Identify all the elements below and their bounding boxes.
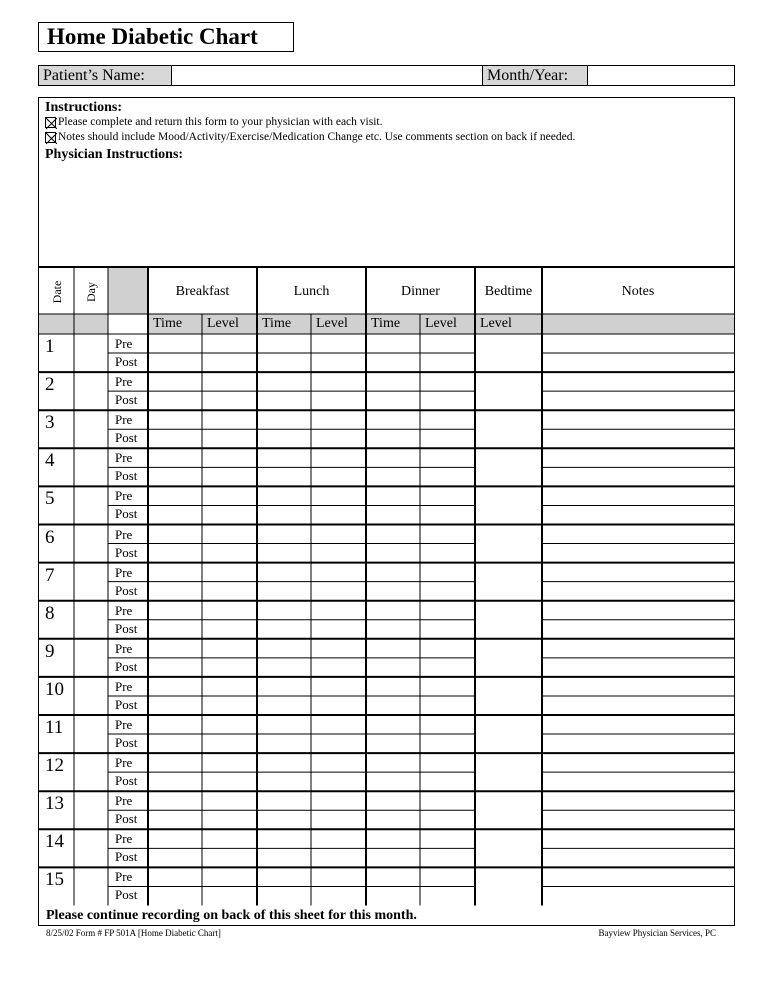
- pre-label: Pre: [115, 412, 133, 428]
- post-label: Post: [115, 735, 138, 751]
- subheader-shade-notes: [542, 314, 734, 334]
- pre-label: Pre: [115, 640, 133, 656]
- instruction-text-2: Notes should include Mood/Activity/Exercise/Medication Change etc. Use comments section on back if needed.: [58, 131, 576, 143]
- patient-name-label: Patient’s Name:: [39, 66, 172, 85]
- day-header: Day: [84, 282, 98, 302]
- subheader-level: Level: [316, 316, 348, 331]
- post-label: Post: [115, 811, 138, 827]
- glucose-log-table: [38, 266, 735, 926]
- pre-label: Pre: [115, 336, 133, 351]
- post-label: Post: [115, 773, 138, 789]
- meal-header-lunch: Lunch: [293, 284, 330, 299]
- meal-header-notes: Notes: [621, 284, 655, 299]
- day-number: 10: [45, 678, 64, 700]
- post-label: Post: [115, 392, 138, 408]
- day-number: 9: [45, 640, 55, 662]
- post-label: Post: [115, 887, 138, 903]
- instruction-text-1: Please complete and return this form to your physician with each visit.: [58, 116, 383, 128]
- patient-row: [38, 65, 735, 86]
- checked-box-icon: [45, 117, 56, 128]
- pre-label: Pre: [115, 793, 133, 809]
- subheader-time: Time: [371, 316, 401, 331]
- day-number: 6: [45, 526, 55, 548]
- month-year-label: Month/Year:: [483, 66, 588, 85]
- pre-label: Pre: [115, 678, 133, 694]
- pre-label: Pre: [115, 564, 133, 580]
- header-shade: [108, 268, 148, 314]
- day-number: 14: [45, 831, 64, 853]
- post-label: Post: [115, 658, 138, 674]
- table-grid-lines: [39, 268, 736, 928]
- meal-header-bedtime: Bedtime: [484, 284, 533, 299]
- subheader-level: Level: [480, 316, 512, 331]
- day-number: 3: [45, 412, 55, 434]
- physician-instructions-title: Physician Instructions:: [45, 147, 184, 162]
- instructions-box: [38, 97, 735, 267]
- post-label: Post: [115, 468, 138, 484]
- day-number: 13: [45, 793, 64, 815]
- pre-label: Pre: [115, 869, 133, 885]
- meal-header-breakfast: Breakfast: [175, 284, 230, 299]
- day-number: 7: [45, 564, 55, 586]
- pre-label: Pre: [115, 717, 133, 732]
- day-number: 12: [45, 755, 64, 777]
- meal-header-dinner: Dinner: [401, 284, 440, 299]
- day-number: 5: [45, 488, 55, 510]
- day-number: 4: [45, 450, 55, 472]
- day-number: 8: [45, 602, 55, 624]
- instruction-line-2: [45, 131, 575, 143]
- post-label: Post: [115, 849, 138, 865]
- post-label: Post: [115, 696, 138, 712]
- pre-label: Pre: [115, 374, 133, 390]
- instruction-line-1: [45, 116, 382, 128]
- pre-label: Pre: [115, 831, 133, 847]
- month-year-field[interactable]: [588, 66, 734, 85]
- patient-name-field[interactable]: [172, 66, 483, 85]
- subheader-level: Level: [207, 316, 239, 331]
- subheader-level: Level: [425, 316, 457, 331]
- post-label: Post: [115, 430, 138, 446]
- pre-label: Pre: [115, 488, 133, 504]
- company-name: Bayview Physician Services, PC: [598, 928, 716, 938]
- day-number: 15: [45, 869, 64, 891]
- date-header: Date: [50, 280, 64, 304]
- post-label: Post: [115, 582, 138, 598]
- day-number: 2: [45, 374, 55, 396]
- pre-label: Pre: [115, 602, 133, 618]
- day-number: 11: [45, 717, 64, 738]
- post-label: Post: [115, 354, 138, 370]
- subheader-time: Time: [153, 316, 183, 331]
- post-label: Post: [115, 620, 138, 636]
- post-label: Post: [115, 544, 138, 560]
- pre-label: Pre: [115, 526, 133, 542]
- instructions-title: Instructions:: [45, 100, 123, 115]
- subheader-time: Time: [262, 316, 292, 331]
- pre-label: Pre: [115, 450, 133, 466]
- pre-label: Pre: [115, 755, 133, 771]
- checked-box-icon: [45, 132, 56, 143]
- day-number: 1: [45, 336, 55, 357]
- form-title: Home Diabetic Chart: [38, 22, 294, 52]
- post-label: Post: [115, 506, 138, 522]
- continue-note: Please continue recording on back of this sheet for this month.: [46, 908, 417, 923]
- form-id: 8/25/02 Form # FP 501A [Home Diabetic Chart]: [46, 928, 221, 938]
